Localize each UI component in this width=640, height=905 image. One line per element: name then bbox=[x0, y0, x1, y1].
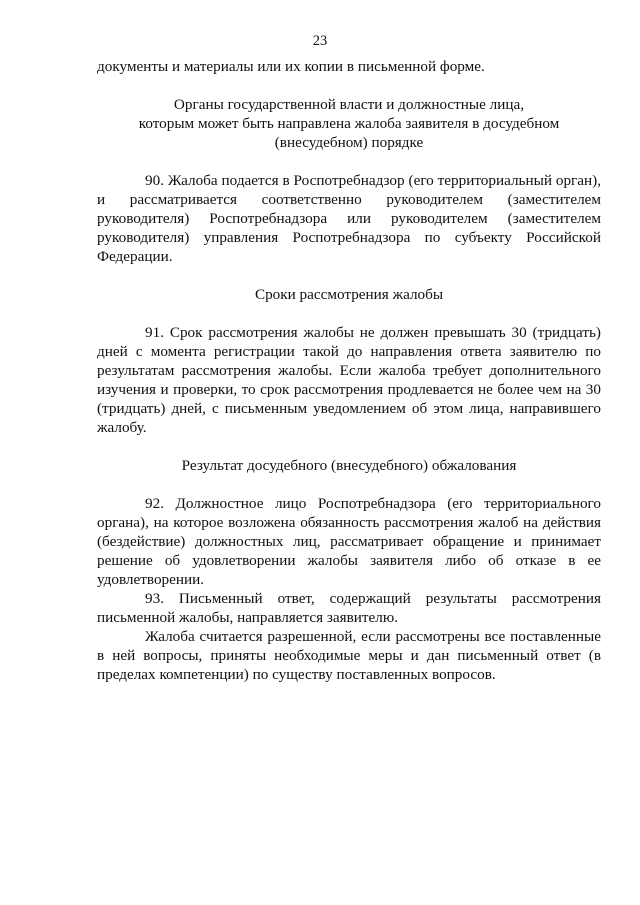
heading-line: которым может быть направлена жалоба заявителя в досудебном bbox=[138, 115, 560, 132]
paragraph-91: 91. Срок рассмотрения жалобы не должен превышать 30 (тридцать) дней с момента регистрации такой до направления ответа заявителю по результатам рассмотрения жалобы. Если жалоба требует дополнительного изучения и проверки, то срок рассмотрения продлевается не более чем на 30 (тридцать) дней, с письменным уведомлением об этом лица, направившего жалобу. bbox=[97, 324, 601, 436]
heading-line: Органы государственной власти и должностные лица, bbox=[173, 96, 525, 113]
paragraph-93: 93. Письменный ответ, содержащий результаты рассмотрения письменной жалобы, направляется заявителю. bbox=[97, 590, 601, 626]
document-body bbox=[97, 57, 601, 684]
section-heading-appeal-result: Результат досудебного (внесудебного) обжалования bbox=[181, 457, 517, 474]
paragraph-92: 92. Должностное лицо Роспотребнадзора (его территориального органа), на которое возложена обязанность рассмотрения жалоб на действия (бездействие) должностных лиц, рассматривает обращение и принимает решение об удовлетворении жалобы заявителя либо об отказе в ее удовлетворении. bbox=[97, 495, 601, 588]
heading-line: (внесудебном) порядке bbox=[274, 134, 424, 151]
page-number: 23 bbox=[312, 33, 328, 49]
section-heading-complaint-bodies bbox=[97, 95, 601, 152]
paragraph-90: 90. Жалоба подается в Роспотребнадзор (его территориальный орган), и рассматривается соответственно руководителем (заместителем руководителя) Роспотребнадзора или руководителем (заместителем руководителя) управления Роспотребнадзора по субъекту Российской Федерации. bbox=[97, 172, 601, 265]
paragraph-final: Жалоба считается разрешенной, если рассмотрены все поставленные в ней вопросы, приняты необходимые меры и дан письменный ответ (в пределах компетенции) по существу поставленных вопросов. bbox=[97, 628, 601, 683]
intro-line: документы и материалы или их копии в письменной форме. bbox=[97, 58, 485, 75]
section-heading-review-terms: Сроки рассмотрения жалобы bbox=[254, 286, 444, 303]
